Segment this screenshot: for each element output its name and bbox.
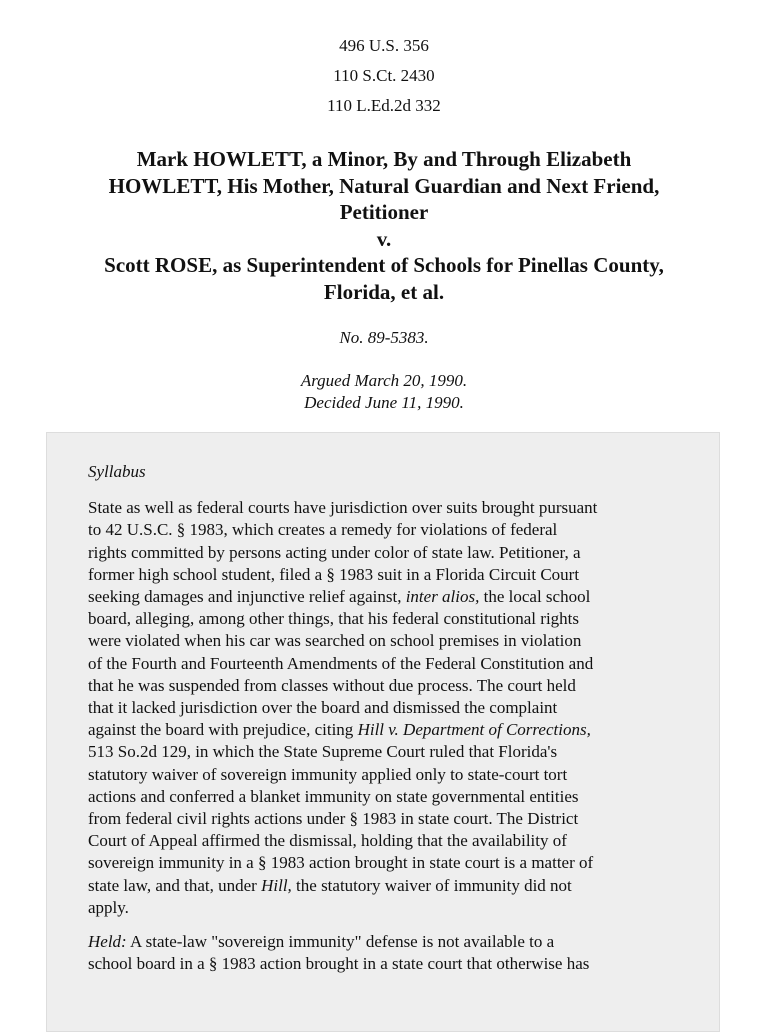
docket-number: No. 89-5383. [339,328,429,347]
text-line [88,931,688,953]
argued-date: Argued March 20, 1990. [300,371,468,390]
text-line: of the Fourth and Fourteenth Amendments of the Federal Constitution and [88,653,594,673]
italic-phrase: inter alios, [405,587,480,607]
text-line: apply. [88,897,129,917]
text-line: to 42 U.S.C. § 1983, which creates a remedy for violations of federal [88,520,558,540]
citation-us-reports: 496 U.S. 356 [339,36,429,55]
syllabus-content [88,461,688,987]
held-label: Held: [88,932,127,952]
case-dates [0,370,768,414]
text-line: statutory waiver of sovereign immunity applied only to state-court tort [88,764,568,784]
text-line: that he was suspended from classes without due process. The court held [88,675,576,695]
text-run: seeking damages and injunctive relief against, [88,587,406,607]
text-run: A state-law "sovereign immunity" defense is not available to a [126,932,555,952]
case-citation-italic: Hill, [261,875,292,895]
text-line: 513 So.2d 129, in which the State Supreme Court ruled that Florida's [88,742,558,762]
syllabus-paragraph [88,497,688,919]
text-line: Court of Appeal affirmed the dismissal, holding that the availability of [88,831,567,851]
citations [0,34,768,124]
citation-supreme-court-reporter: 110 S.Ct. 2430 [333,66,435,85]
text-run: the statutory waiver of immunity did not [291,875,572,895]
text-run: the local school [479,587,591,607]
case-title-line: Scott ROSE, as Superintendent of Schools for Pinellas County, [104,253,664,277]
case-title-line: Mark HOWLETT, a Minor, By and Through Elizabeth [136,147,632,171]
citation-lawyers-edition: 110 L.Ed.2d 332 [327,96,441,115]
text-line: former high school student, filed a § 1983 suit in a Florida Circuit Court [88,564,580,584]
text-line: board, alleging, among other things, that his federal constitutional rights [88,609,580,629]
case-title-line: Petitioner [339,200,429,224]
case-title-line: Florida, et al. [323,279,445,304]
syllabus-box [46,432,720,1032]
case-citation-italic: Hill v. Department of Corrections, [357,720,591,740]
text-line: State as well as federal courts have jurisdiction over suits brought pursuant [88,498,598,518]
text-line: actions and conferred a blanket immunity on state governmental entities [88,786,579,806]
text-run: state law, and that, under [88,875,262,895]
decided-date: Decided June 11, 1990. [304,393,464,412]
text-line: sovereign immunity in a § 1983 action brought in state court is a matter of [88,853,594,873]
case-title [24,146,744,305]
text-line [88,586,688,608]
syllabus-paragraph [88,931,688,975]
text-line: from federal civil rights actions under § 1983 in state court. The District [88,809,579,829]
text-line: rights committed by persons acting under color of state law. Petitioner, a [88,542,581,562]
text-line: school board in a § 1983 action brought in a state court that otherwise has [88,954,590,974]
text-line [88,875,688,897]
text-line [88,719,688,741]
text-run: against the board with prejudice, citing [88,720,358,740]
text-line: that it lacked jurisdiction over the board and dismissed the complaint [88,698,558,718]
syllabus-heading: Syllabus [88,462,146,481]
case-title-line: v. [376,226,392,251]
case-title-line: HOWLETT, His Mother, Natural Guardian and Next Friend, [108,173,660,198]
text-line: were violated when his car was searched on school premises in violation [88,631,582,651]
